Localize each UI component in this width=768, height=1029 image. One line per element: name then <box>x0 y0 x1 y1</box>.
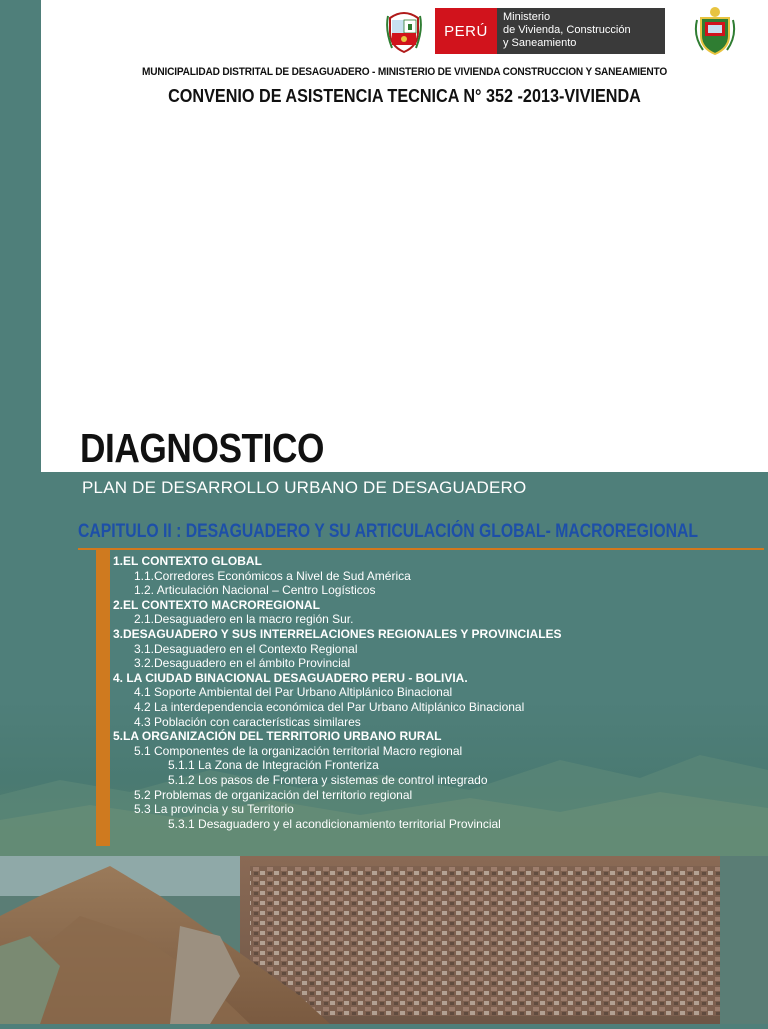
toc-item: 4. LA CIUDAD BINACIONAL DESAGUADERO PERU - BOLIVIA. <box>113 670 468 685</box>
chapter-divider <box>78 548 764 550</box>
toc-item: 3.DESAGUADERO Y SUS INTERRELACIONES REGIONALES Y PROVINCIALES <box>113 626 562 641</box>
ministry-line: de Vivienda, Construcción <box>503 24 631 36</box>
toc-item: 1.1.Corredores Económicos a Nivel de Sud América <box>134 568 411 583</box>
toc-item: 5.1.1 La Zona de Integración Fronteriza <box>168 758 379 773</box>
ministry-line: Ministerio <box>503 11 551 23</box>
peru-coat-of-arms-icon <box>386 10 422 54</box>
toc-item: 5.3 La provincia y su Territorio <box>134 802 294 817</box>
toc-item: 1.EL CONTEXTO GLOBAL <box>113 554 262 568</box>
toc-item: 5.1 Componentes de la organización territorial Macro regional <box>134 743 463 758</box>
organization-line: MUNICIPALIDAD DISTRITAL DE DESAGUADERO - MINISTERIO DE VIVIENDA CONSTRUCCION Y SANEAMIENTO <box>141 66 668 78</box>
peru-brand-label: PERÚ <box>435 8 497 54</box>
toc-item: 3.2.Desaguadero en el ámbito Provincial <box>134 656 351 671</box>
toc-item: 4.1 Soporte Ambiental del Par Urbano Altiplánico Binacional <box>134 685 453 700</box>
toc-item: 2.1.Desaguadero en la macro región Sur. <box>134 612 354 627</box>
accent-bar <box>96 550 110 846</box>
toc-item: 3.1.Desaguadero en el Contexto Regional <box>134 641 358 656</box>
toc-item: 5.2 Problemas de organización del territorio regional <box>134 787 413 802</box>
toc-item: 4.3 Población con características similares <box>134 714 361 729</box>
toc-item: 1.2. Articulación Nacional – Centro Logísticos <box>134 583 376 598</box>
ministry-name <box>497 8 665 54</box>
toc-item: 2.EL CONTEXTO MACROREGIONAL <box>113 597 320 612</box>
municipal-shield-icon <box>693 4 737 58</box>
table-of-contents <box>113 554 763 831</box>
toc-item: 5.LA ORGANIZACIÓN DEL TERRITORIO URBANO RURAL <box>113 729 442 744</box>
town-photograph <box>0 856 768 1024</box>
ministry-line: y Saneamiento <box>503 37 577 49</box>
agreement-title: CONVENIO DE ASISTENCIA TECNICA N° 352 -2013-VIVIENDA <box>168 86 641 106</box>
page-title: DIAGNOSTICO <box>80 425 325 471</box>
toc-item: 5.3.1 Desaguadero y el acondicionamiento territorial Provincial <box>168 816 501 831</box>
chapter-heading: CAPITULO II : DESAGUADERO Y SU ARTICULACIÓN GLOBAL- MACROREGIONAL <box>78 521 698 542</box>
toc-item: 4.2 La interdependencia económica del Par Urbano Altiplánico Binacional <box>134 699 525 714</box>
toc-item: 5.1.2 Los pasos de Frontera y sistemas de control integrado <box>168 772 488 787</box>
plan-subtitle: PLAN DE DESARROLLO URBANO DE DESAGUADERO <box>82 478 527 497</box>
